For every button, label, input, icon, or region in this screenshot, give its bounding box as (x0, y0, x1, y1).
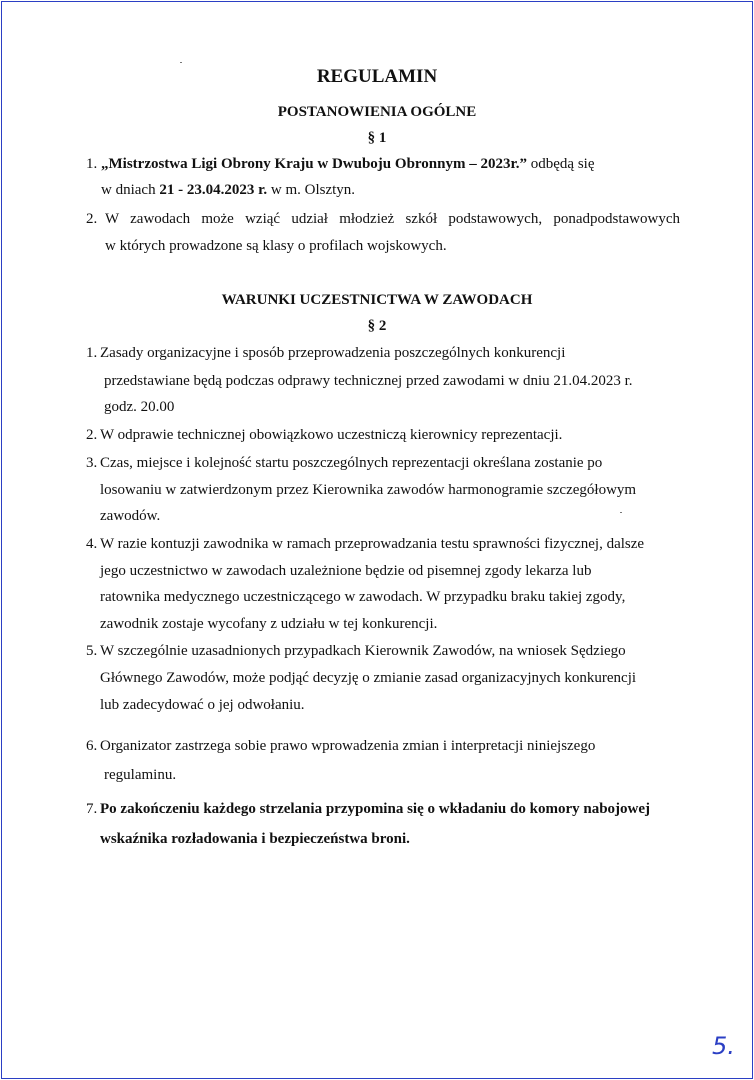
safety-notice-line: wskaźnika rozładowania i bezpieczeństwa broni. (100, 831, 410, 847)
line-text: w m. Olsztyn. (267, 182, 356, 198)
list-item-number: 6. (86, 738, 98, 754)
list-item-line: godz. 20.00 (104, 399, 175, 415)
list-item-line: Zasady organizacyjne i sposób przeprowadzenia poszczególnych konkurencji (100, 345, 566, 361)
list-item-line (101, 182, 355, 199)
list-item-line: Organizator zastrzega sobie prawo wprowadzenia zmian i interpretacji niniejszego (100, 738, 596, 754)
list-item-number: 4. (86, 536, 98, 552)
list-item-line: regulaminu. (104, 767, 177, 783)
list-item-line: lub zadecydować o jej odwołaniu. (100, 697, 305, 713)
section-2-paragraph-mark: § 2 (367, 318, 387, 334)
event-dates: 21 - 23.04.2023 r. (159, 182, 268, 198)
list-item-line: zawodnik zostaje wycofany z udziału w tej konkurencji. (100, 616, 438, 632)
list-item-line: zawodów. (100, 508, 161, 524)
list-item-line: jego uczestnictwo w zawodach uzależnione będzie od pisemnej zgody lekarza lub (100, 563, 592, 579)
list-item-line: przedstawiane będą podczas odprawy technicznej przed zawodami w dniu 21.04.2023 r. (104, 373, 633, 389)
list-item-line (101, 156, 595, 173)
scan-speck (620, 512, 622, 513)
list-item-line: Czas, miejsce i kolejność startu poszczególnych reprezentacji określana zostanie po (100, 455, 603, 471)
document-title: REGULAMIN (316, 66, 438, 87)
list-item-line: W zawodach może wziąć udział młodzież szkół podstawowych, ponadpodstawowych (105, 211, 680, 227)
list-item-number: 2. (86, 427, 98, 443)
list-item-line: W odprawie technicznej obowiązkowo uczestniczą kierownicy reprezentacji. (100, 427, 563, 443)
event-name: „Mistrzostwa Ligi Obrony Kraju w Dwuboju Obronnym – 2023r.” (101, 156, 528, 172)
list-item-line: w których prowadzone są klasy o profilach wojskowych. (105, 238, 447, 254)
list-item-line: Głównego Zawodów, może podjąć decyzję o zmianie zasad organizacyjnych konkurencji (100, 670, 637, 686)
list-item-line: W szczególnie uzasadnionych przypadkach Kierownik Zawodów, na wniosek Sędziego (100, 643, 626, 659)
list-item-number: 1. (86, 156, 98, 172)
list-item-line: ratownika medycznego uczestniczącego w zawodach. W przypadku braku takiej zgody, (100, 589, 626, 605)
line-text: w dniach (101, 182, 160, 198)
list-item-number: 7. (86, 801, 98, 817)
section-1-paragraph-mark: § 1 (367, 130, 387, 146)
line-text: odbędą się (527, 156, 595, 172)
safety-notice-line: Po zakończeniu każdego strzelania przypomina się o wkładaniu do komory nabojowej (100, 801, 651, 817)
list-item-number: 5. (86, 643, 98, 659)
list-item-line: W razie kontuzji zawodnika w ramach przeprowadzania testu sprawności fizycznej, dalsze (100, 536, 645, 552)
section-2-heading: WARUNKI UCZESTNICTWA W ZAWODACH (221, 292, 533, 308)
list-item-number: 3. (86, 455, 98, 471)
list-item-line: losowaniu w zatwierdzonym przez Kierownika zawodów harmonogramie szczegółowym (100, 482, 637, 498)
handwritten-page-number: 5. (712, 1032, 735, 1060)
section-1-heading: POSTANOWIENIA OGÓLNE (277, 104, 477, 120)
scan-speck (180, 62, 182, 63)
list-item-number: 2. (86, 211, 98, 227)
list-item-number: 1. (86, 345, 98, 361)
